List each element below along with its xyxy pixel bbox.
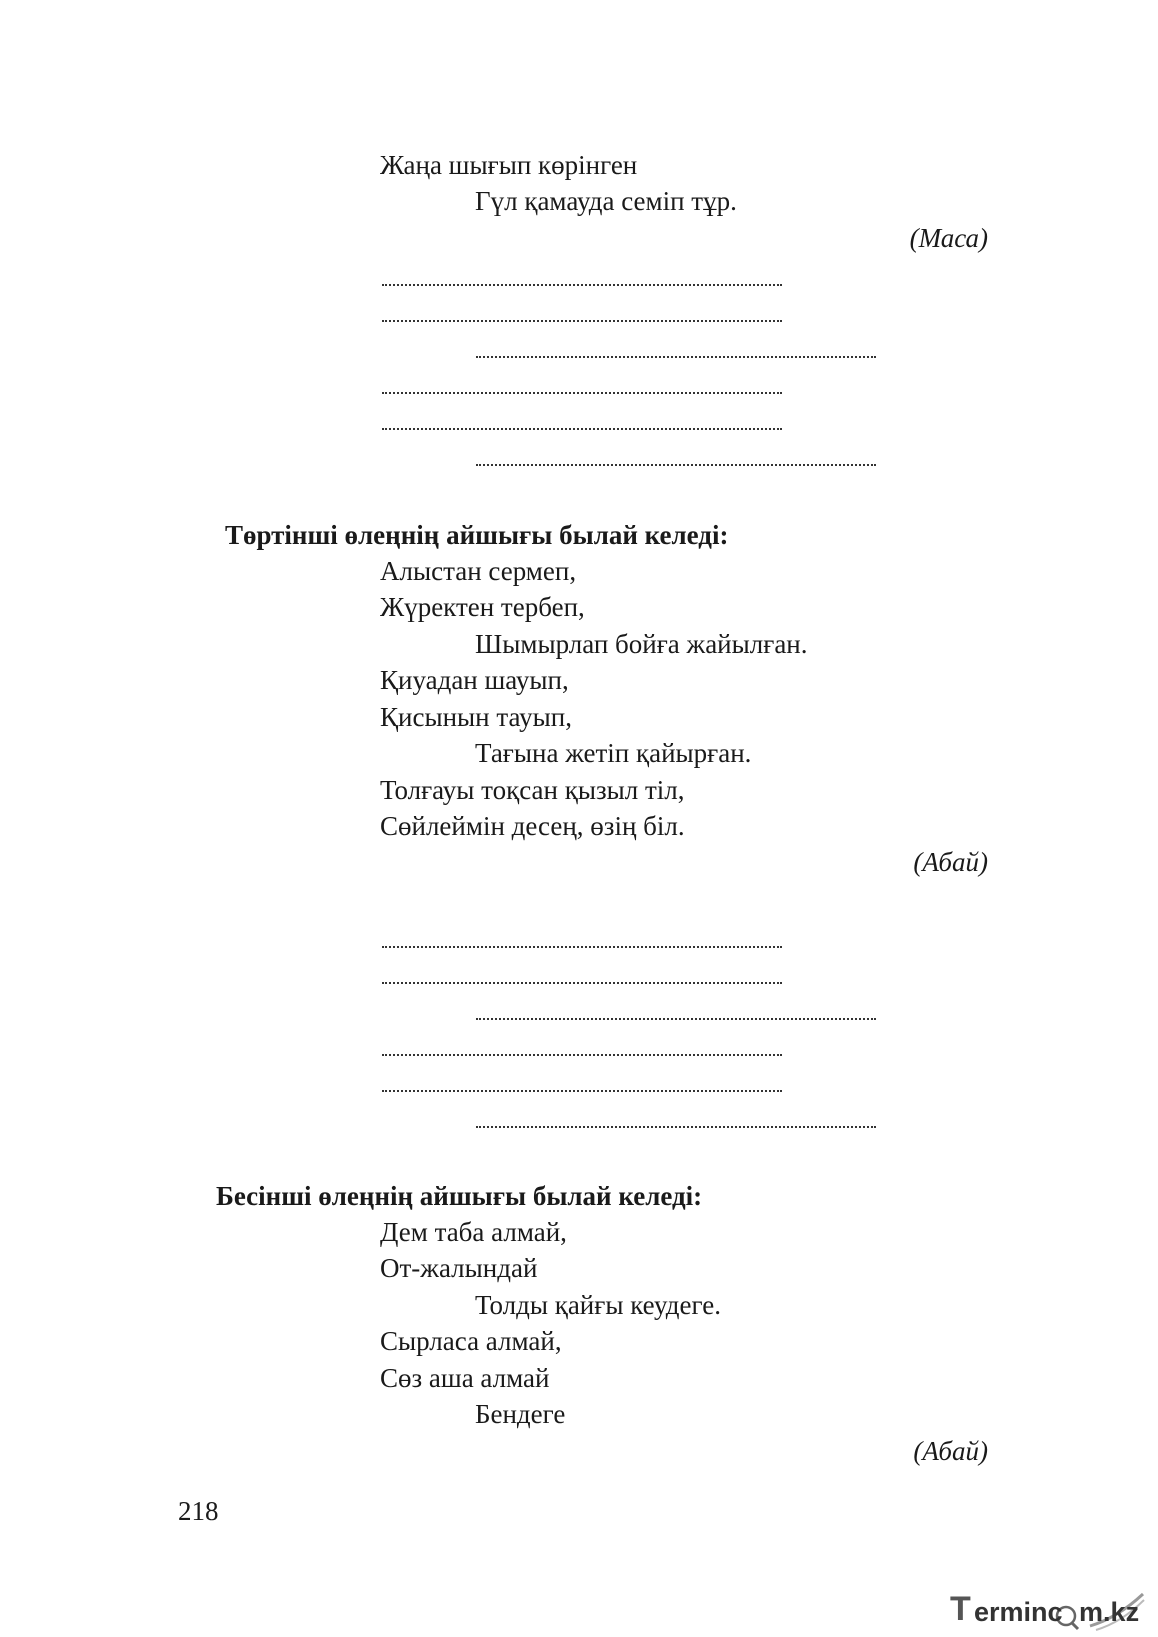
fill-in-line [382,280,782,286]
fill-in-line [476,1122,876,1128]
poem-line: Тағына жетіп қайырған. [475,738,752,768]
poem-line: Сөз аша алмай [380,1363,550,1393]
section-heading: Төртінші өлеңнің айшығы былай келеді: [225,520,729,550]
poem-line: Жаңа шығып көрінген [380,150,638,180]
fill-in-line [382,316,782,322]
fill-in-line [382,978,782,984]
fill-in-line [382,942,782,948]
poem-line: От-жалындай [380,1253,538,1283]
poem-line: Сырласа алмай, [380,1326,562,1356]
poem-line: Қисынын тауып, [380,702,572,732]
poem-line: Шымырлап бойға жайылған. [475,629,808,659]
poem-line: Алыстан сермеп, [380,556,577,586]
fill-in-line [382,1086,782,1092]
fill-in-line [476,460,876,466]
poem-line: Жүректен тербеп, [380,592,585,622]
poem-line: Сөйлеймін десең, өзің біл. [380,811,685,841]
poem-author: (Маса) [909,223,988,253]
fill-in-line [476,352,876,358]
section-heading: Бесінші өлеңнің айшығы былай келеді: [216,1181,703,1211]
poem-line: Бендеге [475,1399,566,1429]
fill-in-line [382,388,782,394]
fill-in-line [382,424,782,430]
logo-o [1063,1597,1080,1627]
logo-letter-t: T [950,1590,971,1628]
poem-line: Дем таба алмай, [380,1217,567,1247]
fill-in-line [476,1014,876,1020]
termincom-logo [940,1590,1145,1630]
fill-in-line [382,1050,782,1056]
poem-line: Қиуадан шауып, [380,665,569,695]
poem-author: (Абай) [913,1436,988,1466]
poem-line: Гүл қамауда семіп тұр. [475,186,737,216]
poem-line: Толды қайғы кеудеге. [475,1290,721,1320]
logo-text: erminc m.kz [974,1597,1140,1627]
page-number: 218 [178,1496,219,1526]
poem-line: Толғауы тоқсан қызыл тіл, [380,775,685,805]
poem-author: (Абай) [913,847,988,877]
